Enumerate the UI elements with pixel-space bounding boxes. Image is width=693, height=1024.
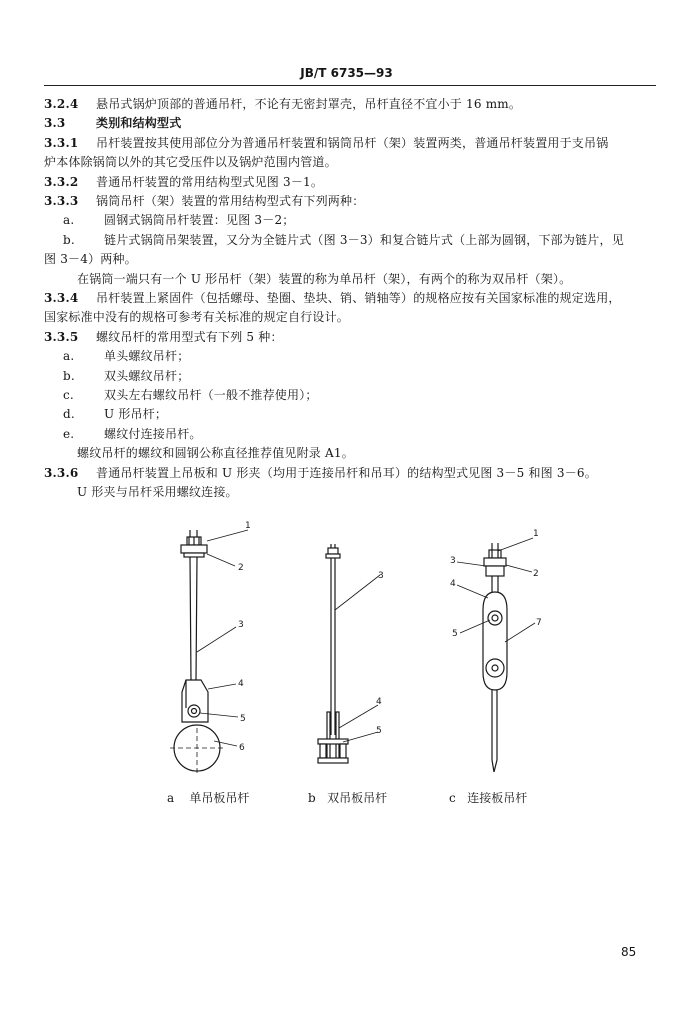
figure-a-label-4: 4 — [238, 679, 244, 689]
clause-number: 3.3.2 — [44, 174, 79, 189]
list-marker: b. — [63, 232, 75, 247]
figure-a-caption — [167, 789, 249, 806]
line-text: 普通吊杆装置的常用结构型式见图 3－1。 — [96, 174, 324, 189]
line-text: 普通吊杆装置上吊板和 U 形夹（均用于连接吊杆和吊耳）的结构型式见图 3－5 和图 3－6。 — [96, 465, 597, 480]
figure-b-label-5: 5 — [376, 726, 382, 736]
list-marker: c. — [63, 388, 74, 402]
figure-a-label-6: 6 — [239, 743, 245, 753]
clause-number: 3.3.3 — [44, 194, 79, 208]
list-marker: b. — [63, 368, 75, 383]
line-text: 炉本体除锅筒以外的其它受压件以及锅炉范围内管道。 — [44, 155, 337, 170]
clause-number: 3.3.4 — [44, 291, 79, 305]
clause-number: 3.3.5 — [44, 329, 79, 344]
figure-b-label-3: 3 — [378, 571, 384, 581]
line-text: 圆钢式锅筒吊杆装置：见图 3－2； — [104, 213, 295, 228]
line-text: 螺纹吊杆的常用型式有下列 5 种： — [96, 329, 283, 344]
figure-c-label-4: 4 — [450, 579, 456, 589]
clause-number: 3.3.6 — [44, 465, 79, 480]
figure-b-label-4: 4 — [376, 697, 382, 707]
line-text: 螺纹吊杆的螺纹和圆钢公称直径推荐值见附录 A1。 — [77, 446, 354, 461]
line-text: U 形夹与吊杆采用螺纹连接。 — [77, 485, 238, 499]
figure-a-drawing — [170, 530, 248, 776]
figure-c-caption — [449, 789, 527, 806]
document-code-header: JB/T 6735—93 — [300, 66, 393, 80]
line-text: 螺纹付连接吊杆。 — [104, 426, 202, 441]
line-text: 单头螺纹吊杆； — [104, 349, 190, 364]
line-text: 悬吊式锅炉顶部的普通吊杆，不论有无密封罩壳，吊杆直径不宜小于 16 mm。 — [96, 97, 522, 111]
line-text: 锅筒吊杆（架）装置的常用结构型式有下列两种： — [96, 194, 365, 208]
figure-c-drawing — [457, 538, 535, 772]
line-text: 双头螺纹吊杆； — [104, 368, 190, 383]
line-text: 双头左右螺纹吊杆（一般不推荐使用）； — [104, 388, 318, 402]
clause-number: 3.3 — [44, 116, 66, 131]
line-text: U 形吊杆； — [104, 407, 168, 422]
figure-c-label-7: 7 — [536, 618, 542, 628]
list-marker: a. — [63, 349, 75, 364]
figure-a-label-5: 5 — [240, 714, 246, 724]
figure-c-label-3: 3 — [450, 556, 456, 566]
list-marker: e. — [63, 426, 75, 441]
figure-a-label-3: 3 — [238, 620, 244, 630]
figure-c-label-5: 5 — [452, 629, 458, 639]
clause-number: 3.3.1 — [44, 135, 79, 150]
figure-c-letter: c — [449, 791, 456, 805]
line-text: 图 3－4）两种。 — [44, 252, 137, 267]
line-text: 链片式锅筒吊架装置，又分为全链片式（图 3－3）和复合链片式（上部为圆钢，下部为链片，见 — [104, 232, 624, 247]
list-marker: d. — [63, 407, 75, 422]
list-marker: a. — [63, 213, 75, 228]
page-number: 85 — [621, 945, 637, 959]
figure-b-caption-text: 双吊板吊杆 — [327, 791, 388, 805]
figure-a-label-2: 2 — [238, 563, 244, 573]
figure-b-drawing — [318, 544, 380, 763]
figure-c-label-2: 2 — [533, 569, 539, 579]
line-text: 在锅筒一端只有一个 U 形吊杆（架）装置的称为单吊杆（架），有两个的称为双吊杆（架）。 — [77, 271, 572, 286]
figure-b-caption — [308, 789, 387, 806]
figure-c-caption-text: 连接板吊杆 — [467, 791, 528, 805]
line-text: 吊杆装置上紧固件（包括螺母、垫圈、垫块、销、销轴等）的规格应按有关国家标准的规定选用， — [96, 291, 621, 305]
figure-a-letter: a — [167, 791, 175, 805]
figure-c-label-1: 1 — [533, 529, 539, 539]
clause-number: 3.2.4 — [44, 97, 79, 111]
figure-a-label-1: 1 — [245, 521, 251, 531]
figure-a-caption-text: 单吊板吊杆 — [189, 791, 250, 805]
line-text: 国家标准中没有的规格可参考有关标准的规定自行设计。 — [44, 310, 350, 325]
section-heading: 类别和结构型式 — [96, 116, 182, 131]
figure-b-letter: b — [308, 791, 316, 805]
line-text: 吊杆装置按其使用部位分为普通吊杆装置和锅筒吊杆（架）装置两类，普通吊杆装置用于支吊锅 — [96, 135, 609, 150]
